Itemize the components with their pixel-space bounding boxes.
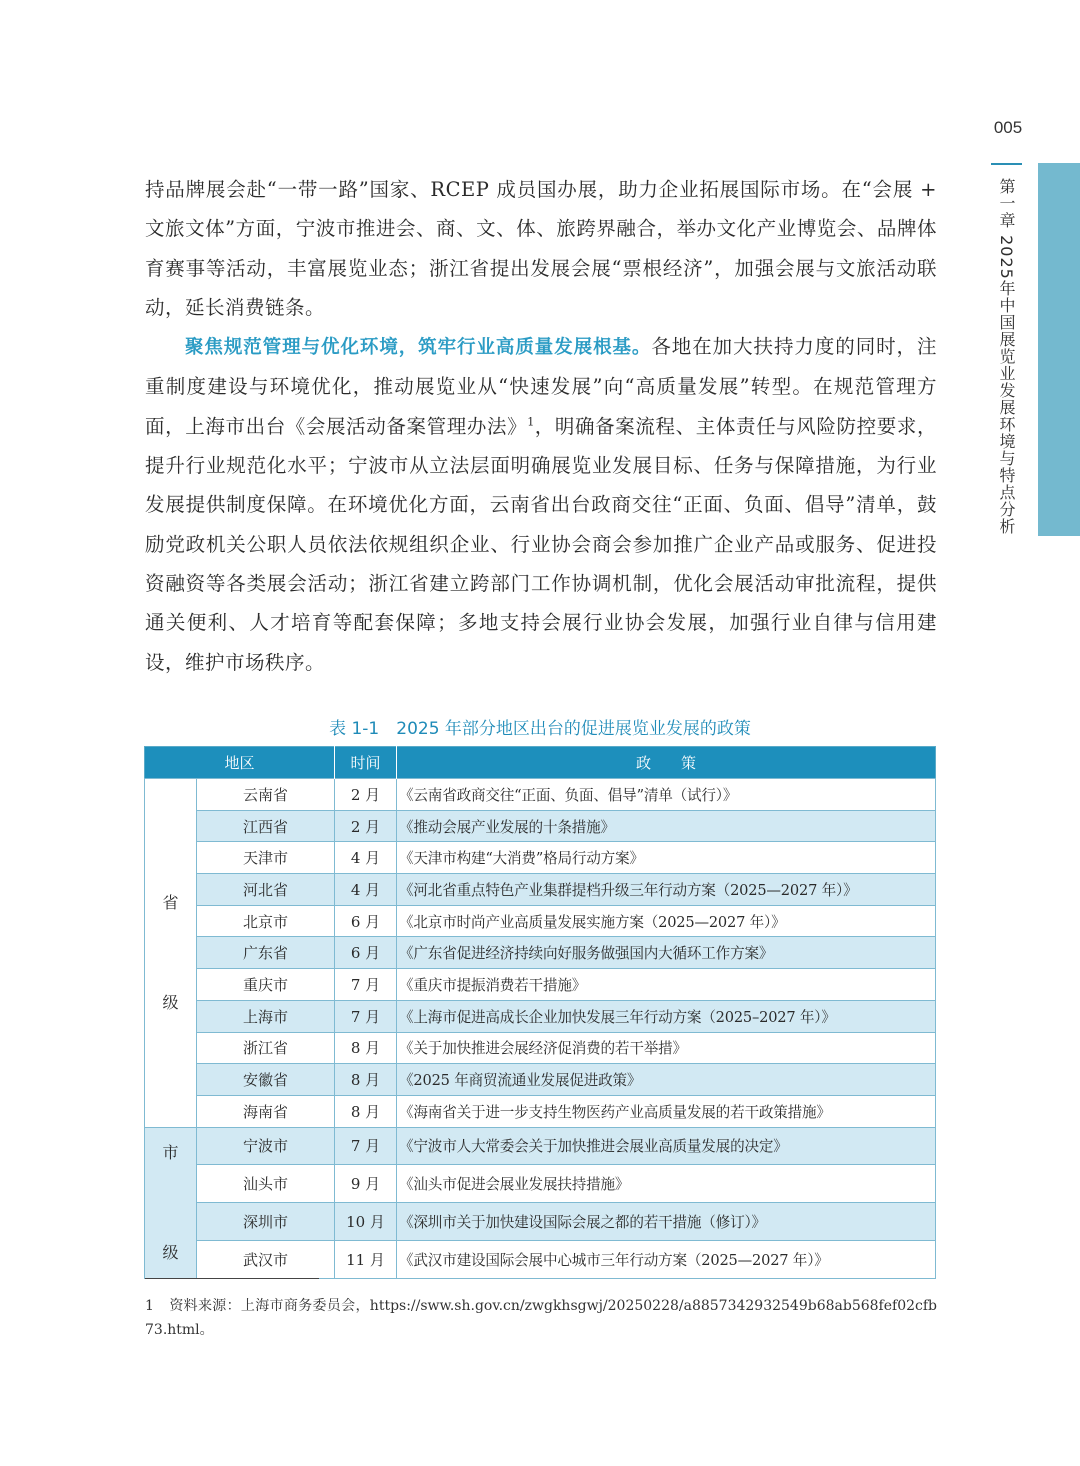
policy-cell: 《云南省政商交往“正面、负面、倡导”清单（试行）》 <box>397 779 936 811</box>
region-cell: 武汉市 <box>197 1240 335 1278</box>
table-row <box>145 1064 936 1096</box>
paragraph-1: 持品牌展会赴“一带一路”国家、RCEP 成员国办展，助力企业拓展国际市场。在“会展 + 文旅文体”方面，宁波市推进会、商、文、体、旅跨界融合，举办文化产业博览会、品牌体育赛事等活动，丰富展览业态；浙江省提出发展会展“票根经济”，加强会展与文旅活动联动，延长消费链条。 <box>145 178 937 319</box>
policy-cell: 《广东省促进经济持续向好服务做强国内大循环工作方案》 <box>397 937 936 969</box>
policy-cell: 《重庆市提振消费若干措施》 <box>397 969 936 1001</box>
region-cell: 天津市 <box>197 842 335 874</box>
table-body <box>145 779 936 1279</box>
policy-cell: 《推动会展产业发展的十条措施》 <box>397 810 936 842</box>
region-cell: 江西省 <box>197 810 335 842</box>
chapter-tab <box>1038 163 1080 536</box>
policy-cell: 《汕头市促进会展业发展扶持措施》 <box>397 1165 936 1203</box>
month-cell: 4 月 <box>335 842 397 874</box>
region-cell: 汕头市 <box>197 1165 335 1203</box>
table-row <box>145 1000 936 1032</box>
month-cell: 10 月 <box>335 1203 397 1241</box>
footnote <box>145 1294 937 1342</box>
month-cell: 6 月 <box>335 937 397 969</box>
region-cell: 上海市 <box>197 1000 335 1032</box>
policy-cell: 《海南省关于进一步支持生物医药产业高质量发展的若干政策措施》 <box>397 1095 936 1127</box>
region-cell: 深圳市 <box>197 1203 335 1241</box>
month-cell: 7 月 <box>335 1000 397 1032</box>
policy-table <box>144 746 936 1279</box>
policy-cell: 《关于加快推进会展经济促消费的若干举措》 <box>397 1032 936 1064</box>
header-region: 地区 <box>145 747 335 779</box>
month-cell: 7 月 <box>335 969 397 1001</box>
chapter-label: 第一章 2025年中国展览业发展环境与特点分析 <box>997 178 1016 535</box>
policy-cell: 《宁波市人大常委会关于加快推进会展业高质量发展的决定》 <box>397 1127 936 1165</box>
policy-cell: 《北京市时尚产业高质量发展实施方案（2025—2027 年）》 <box>397 905 936 937</box>
month-cell: 11 月 <box>335 1240 397 1278</box>
table-row <box>145 779 936 811</box>
table-row <box>145 810 936 842</box>
paragraph-2-heading: 聚焦规范管理与优化环境，筑牢行业高质量发展根基。 <box>185 337 652 359</box>
policy-cell: 《武汉市建设国际会展中心城市三年行动方案（2025—2027 年）》 <box>397 1240 936 1278</box>
header-policy: 政 策 <box>397 747 936 779</box>
month-cell: 8 月 <box>335 1095 397 1127</box>
month-cell: 6 月 <box>335 905 397 937</box>
table-row <box>145 1095 936 1127</box>
region-cell: 广东省 <box>197 937 335 969</box>
paragraph-2-text-a: 各地在加大扶持力度的同时，注重制度建设与环境优化，推动展览业从“快速发展”向“高质量发展”转型。在规范管理方面，上海市出台《会展活动备案管理办法》 <box>145 335 937 438</box>
month-cell: 8 月 <box>335 1064 397 1096</box>
region-cell: 安徽省 <box>197 1064 335 1096</box>
table-row <box>145 1127 936 1165</box>
policy-cell: 《深圳市关于加快建设国际会展之都的若干措施（修订）》 <box>397 1203 936 1241</box>
table-row <box>145 969 936 1001</box>
body-text <box>145 170 937 682</box>
policy-cell: 《上海市促进高成长企业加快发展三年行动方案（2025–2027 年）》 <box>397 1000 936 1032</box>
table-row <box>145 1240 936 1278</box>
chapter-rule <box>991 163 1022 165</box>
region-cell: 重庆市 <box>197 969 335 1001</box>
footnote-rule <box>145 1278 319 1279</box>
month-cell: 8 月 <box>335 1032 397 1064</box>
month-cell: 7 月 <box>335 1127 397 1165</box>
table-row <box>145 1203 936 1241</box>
month-cell: 2 月 <box>335 779 397 811</box>
month-cell: 4 月 <box>335 874 397 906</box>
policy-cell: 《2025 年商贸流通业发展促进政策》 <box>397 1064 936 1096</box>
table-caption: 表 1-1 2025 年部分地区出台的促进展览业发展的政策 <box>329 719 751 739</box>
table-row <box>145 874 936 906</box>
paragraph-2 <box>145 327 937 682</box>
header-time: 时间 <box>335 747 397 779</box>
footnote-number: 1 <box>145 1298 154 1314</box>
table-row <box>145 842 936 874</box>
region-cell: 海南省 <box>197 1095 335 1127</box>
paragraph-2-text-b: ，明确备案流程、主体责任与风险防控要求，提升行业规范化水平；宁波市从立法层面明确展览业发展目标、任务与保障措施，为行业发展提供制度保障。在环境优化方面，云南省出台政商交往“正面、负面、倡导”清单，鼓励党政机关公职人员依法依规组织企业、行业协会商会参加推广企业产品或服务、促进投资融资等各类展会活动；浙江省建立跨部门工作协调机制，优化会展活动审批流程，提供通关便利、人才培育等配套保障；多地支持会展行业协会发展，加强行业自律与信用建设，维护市场秩序。 <box>145 414 937 674</box>
month-cell: 9 月 <box>335 1165 397 1203</box>
province-level-label: 省 级 <box>145 779 197 1128</box>
footnote-ref: 1 <box>527 415 535 429</box>
policy-cell: 《河北省重点特色产业集群提档升级三年行动方案（2025—2027 年）》 <box>397 874 936 906</box>
policy-cell: 《天津市构建“大消费”格局行动方案》 <box>397 842 936 874</box>
region-cell: 浙江省 <box>197 1032 335 1064</box>
table-row <box>145 937 936 969</box>
region-cell: 宁波市 <box>197 1127 335 1165</box>
month-cell: 2 月 <box>335 810 397 842</box>
region-cell: 云南省 <box>197 779 335 811</box>
footnote-text: 资料来源：上海市商务委员会，https://sww.sh.gov.cn/zwgkhsgwj/20250228/a8857342932549b68ab568fef02cfb73.html。 <box>145 1298 937 1338</box>
region-cell: 河北省 <box>197 874 335 906</box>
table-row <box>145 1032 936 1064</box>
city-level-label: 市 级 <box>145 1127 197 1278</box>
table-row <box>145 1165 936 1203</box>
page-number: 005 <box>993 118 1023 137</box>
region-cell: 北京市 <box>197 905 335 937</box>
table-header-row <box>145 747 936 779</box>
table-row <box>145 905 936 937</box>
